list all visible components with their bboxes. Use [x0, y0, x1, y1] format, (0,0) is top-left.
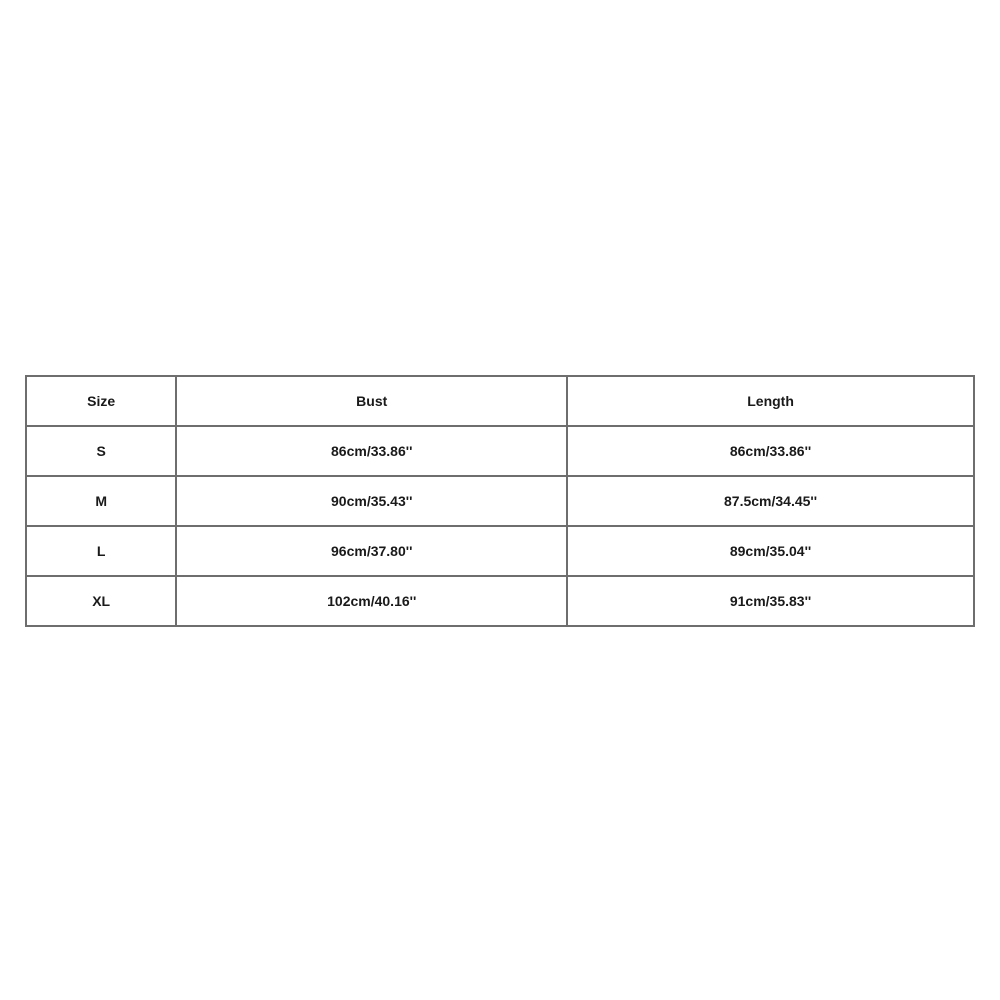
header-length: Length [567, 376, 974, 426]
cell-size: L [26, 526, 176, 576]
header-size: Size [26, 376, 176, 426]
table-header-row [26, 376, 974, 426]
cell-length: 87.5cm/34.45'' [567, 476, 974, 526]
table-row [26, 426, 974, 476]
cell-bust: 90cm/35.43'' [176, 476, 567, 526]
cell-size: S [26, 426, 176, 476]
cell-length: 91cm/35.83'' [567, 576, 974, 626]
cell-bust: 96cm/37.80'' [176, 526, 567, 576]
size-chart-table [25, 375, 975, 627]
table-row [26, 526, 974, 576]
table-row [26, 476, 974, 526]
cell-bust: 86cm/33.86'' [176, 426, 567, 476]
table-row [26, 576, 974, 626]
cell-length: 86cm/33.86'' [567, 426, 974, 476]
cell-size: M [26, 476, 176, 526]
cell-bust: 102cm/40.16'' [176, 576, 567, 626]
cell-size: XL [26, 576, 176, 626]
header-bust: Bust [176, 376, 567, 426]
cell-length: 89cm/35.04'' [567, 526, 974, 576]
